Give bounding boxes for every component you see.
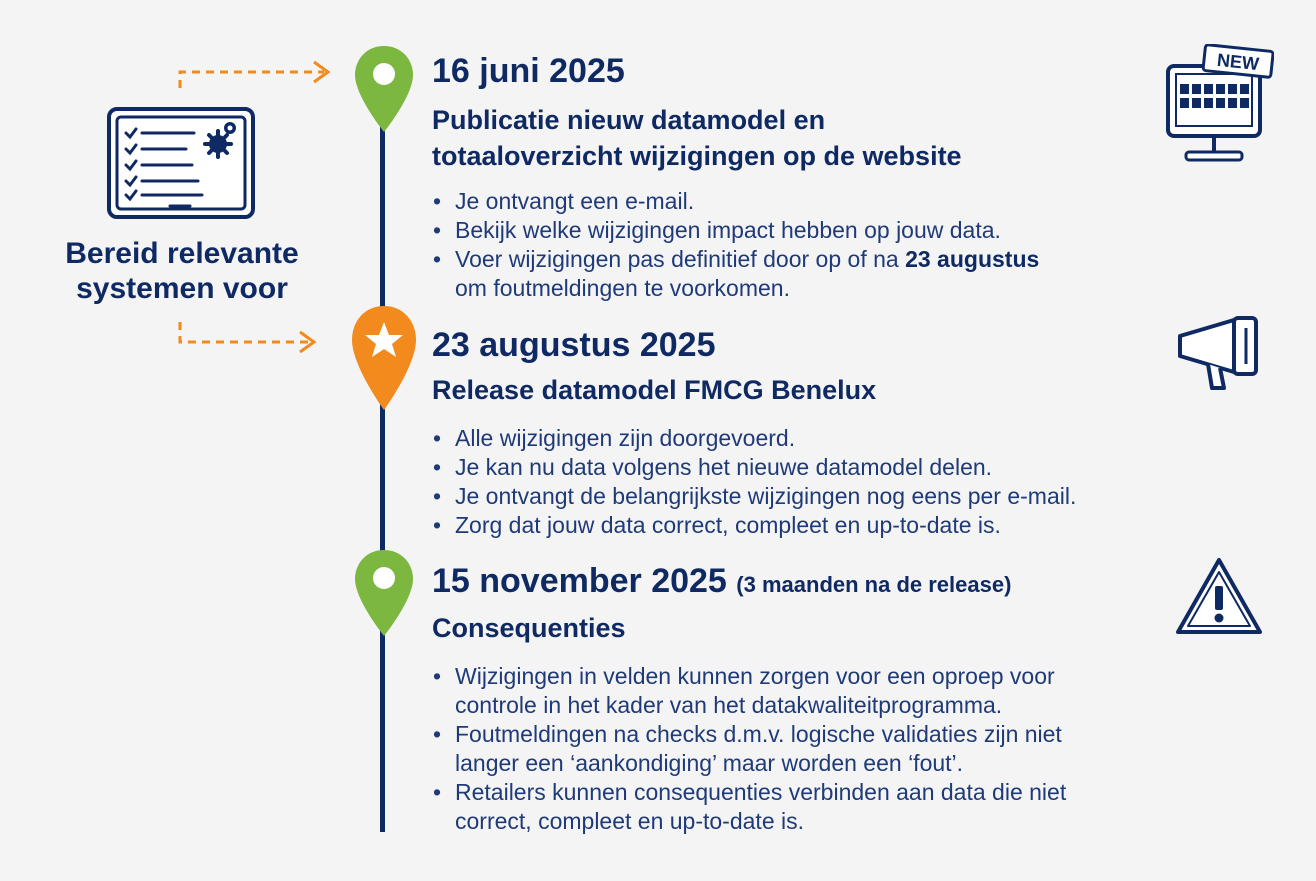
list-item <box>430 662 1066 720</box>
new-badge-label: NEW <box>1216 49 1260 75</box>
bullet-line: correct, compleet en up-to-date is. <box>455 808 804 834</box>
list-item <box>430 245 1039 303</box>
bullet-line: controle in het kader van het datakwaliteitprogramma. <box>455 692 1003 718</box>
list-item: • Alle wijzigingen zijn doorgevoerd. <box>430 424 1076 453</box>
side-caption-line2: systemen voor <box>76 272 288 305</box>
system-checklist-icon <box>106 106 256 220</box>
dashed-arrow-bottom <box>176 320 322 354</box>
milestone-1-subtitle <box>432 102 962 174</box>
milestone-2-bullets <box>430 424 1076 540</box>
bullet-line: langer een ‘aankondiging’ maar worden een ‘fout’. <box>455 750 964 776</box>
bullet-line: Retailers kunnen consequenties verbinden aan data die niet <box>455 779 1067 805</box>
list-item: • Zorg dat jouw data correct, compleet en up-to-date is. <box>430 511 1076 540</box>
milestone-1-subtitle-line1: Publicatie nieuw datamodel en <box>432 105 826 135</box>
list-item: • Bekijk welke wijzigingen impact hebben op jouw data. <box>430 216 1039 245</box>
list-item <box>430 720 1066 778</box>
list-item: • Je ontvangt een e-mail. <box>430 187 1039 216</box>
milestone-2-subtitle <box>432 372 876 408</box>
green-location-pin-icon <box>353 548 415 640</box>
milestone-3-bullets <box>430 662 1066 836</box>
dashed-arrow-top <box>176 58 336 90</box>
bullet-bold-date: 23 augustus <box>905 246 1040 272</box>
side-caption-line1: Bereid relevante <box>65 237 299 270</box>
milestone-3-subtitle <box>432 610 626 646</box>
side-caption <box>40 236 324 306</box>
list-item: • Je kan nu data volgens het nieuwe datamodel delen. <box>430 453 1076 482</box>
milestone-1-subtitle-line2: totaaloverzicht wijzigingen op de website <box>432 141 962 171</box>
orange-star-pin-icon <box>350 304 418 414</box>
milestone-3-subtitle-line1: Consequenties <box>432 613 626 643</box>
milestone-2-subtitle-line1: Release datamodel FMCG Benelux <box>432 375 877 405</box>
new-monitor-icon <box>1162 44 1274 166</box>
bullet-line: Wijzigingen in velden kunnen zorgen voor een oproep voor <box>455 663 1055 689</box>
milestone-1-date: 16 juni 2025 <box>432 52 625 90</box>
megaphone-icon <box>1174 314 1264 396</box>
milestone-2-date: 23 augustus 2025 <box>432 326 716 364</box>
milestone-3-note: (3 maanden na de release) <box>736 572 1012 597</box>
warning-triangle-icon <box>1174 556 1264 636</box>
milestone-1-bullets <box>430 187 1039 303</box>
milestone-3-date-text: 15 november 2025 <box>432 562 727 600</box>
list-item <box>430 778 1066 836</box>
timeline-line <box>380 100 385 832</box>
bullet-text-continued: om foutmeldingen te voorkomen. <box>455 275 790 301</box>
list-item: • Je ontvangt de belangrijkste wijzigingen nog eens per e-mail. <box>430 482 1076 511</box>
green-location-pin-icon <box>353 44 415 136</box>
bullet-line: Foutmeldingen na checks d.m.v. logische validaties zijn niet <box>455 721 1062 747</box>
milestone-3-date <box>432 562 1011 601</box>
bullet-text: Voer wijzigingen pas definitief door op of na <box>455 246 906 272</box>
